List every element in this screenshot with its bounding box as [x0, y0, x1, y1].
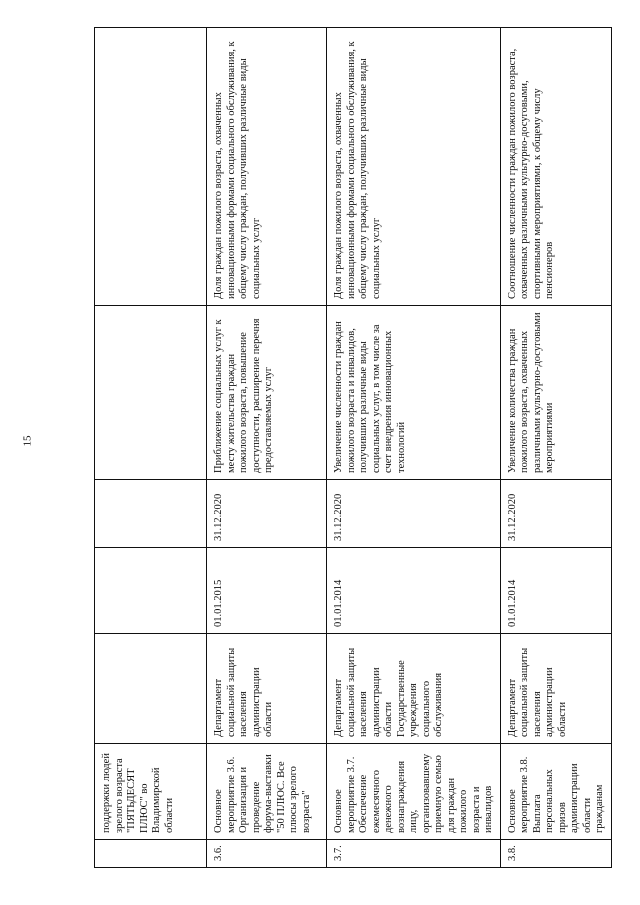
cell-indicator: Доля граждан пожилого возраста, охваченных инновационными формами социального обслуживания, к общему числу граждан, получивших различные виды социальных услуг — [327, 28, 501, 306]
table-row — [327, 28, 501, 868]
page-number: 15 — [21, 435, 34, 447]
cell-event: Основное мероприятие 3.6. Организация и проведение форума-выставки "50 ПЛЮС. Все плюсы зрелого возраста" — [207, 744, 327, 840]
cell-start-date: 01.01.2014 — [327, 548, 501, 634]
cell-event: Основное мероприятие 3.7. Обеспечение ежемесячного денежного вознаграждения лицу, организовавшему приемную семью для граждан пожилого возраста и инвалидов — [327, 744, 501, 840]
cell-result: Увеличение количества граждан пожилого возраста, охваченных различными культурно-досуговыми мероприятиями — [500, 306, 611, 480]
cell-event: Основное мероприятие 3.8. Выплата персональных призов администрации области гражданам — [500, 744, 611, 840]
cell-number: 3.6. — [207, 840, 327, 868]
cell-end-date: 31.12.2020 — [500, 480, 611, 548]
cell-start-date — [95, 548, 207, 634]
cell-indicator: Соотношение численности граждан пожилого возраста, охваченных различными культурно-досуговыми, спортивными мероприятиями, к общему числу пенсионеров — [500, 28, 611, 306]
cell-result: Приближение социальных услуг к месту жительства граждан пожилого возраста, повышение доступности, расширение перечня предоставляемых услуг — [207, 306, 327, 480]
cell-result: Увеличение численности граждан пожилого возраста и инвалидов, получивших различные виды социальных услуг, в том числе за счет внедрения инновационных технологий — [327, 306, 501, 480]
cell-event: поддержки людей зрелого возраста "ПЯТЬДЕСЯТ ПЛЮС" во Владимирской области — [95, 744, 207, 840]
cell-end-date — [95, 480, 207, 548]
cell-result — [95, 306, 207, 480]
cell-indicator: Доля граждан пожилого возраста, охваченных инновационными формами социального обслуживания, к общему числу граждан, получивших различные виды социальных услуг — [207, 28, 327, 306]
table-row — [207, 28, 327, 868]
cell-executor — [95, 634, 207, 744]
table-row — [95, 28, 207, 868]
cell-executor: Департамент социальной защиты населения администрации области — [500, 634, 611, 744]
cell-indicator — [95, 28, 207, 306]
cell-executor: Департамент социальной защиты населения администрации области Государственные учреждения социального обслуживания — [327, 634, 501, 744]
rotated-table-container — [94, 28, 605, 868]
cell-start-date: 01.01.2014 — [500, 548, 611, 634]
cell-number: 3.7. — [327, 840, 501, 868]
cell-end-date: 31.12.2020 — [207, 480, 327, 548]
cell-executor: Департамент социальной защиты населения администрации области — [207, 634, 327, 744]
cell-number: 3.8. — [500, 840, 611, 868]
cell-number — [95, 840, 207, 868]
table-row — [500, 28, 611, 868]
cell-end-date: 31.12.2020 — [327, 480, 501, 548]
program-events-table — [94, 27, 612, 868]
cell-start-date: 01.01.2015 — [207, 548, 327, 634]
